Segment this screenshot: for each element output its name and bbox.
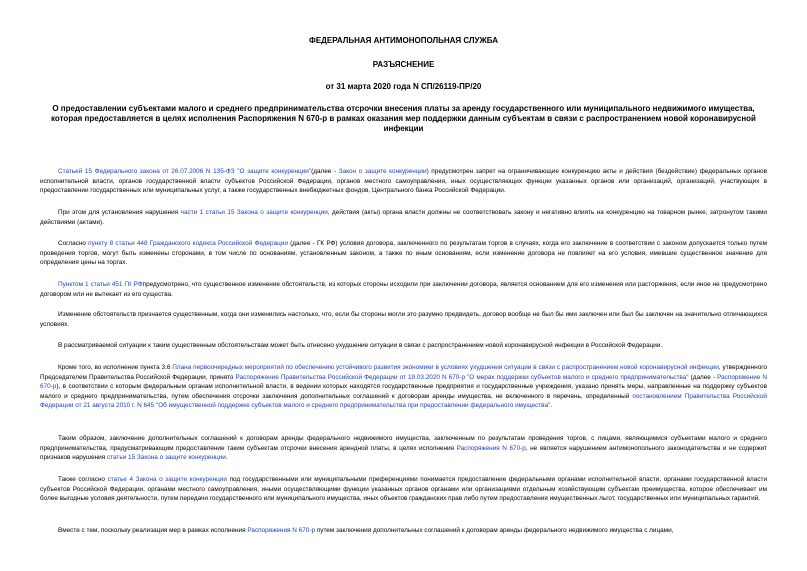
link-order-670-p8[interactable]: Распоряжения N 670-р — [456, 444, 526, 452]
paragraph-5: Изменение обстоятельств признается существенным, когда они изменились настолько, что, если бы стороны могли это разумно предвидеть, договор вообще не был бы ими заключен или был бы заключен на значительно отличающихся условиях. — [40, 311, 767, 328]
paragraph-8: Таким образом, заключение дополнительных соглашений к договорам аренды федерального недвижимого имущества, заключенным по результатам проведения торгов, с лицами, являющимися субъектами малого и среднего предпринимательства, предусматривающим предоставление таким субъектам отсрочки внесения арендной платы, в целях исполнения Распоряжения N 670-р, не является нарушением антимонопольного законодательства и не содержит признаков нарушения статьи 15 Закона о защите конкуренции. — [40, 435, 767, 461]
link-part-1-article-15[interactable]: части 1 статьи 15 Закона о защите конкуренции — [180, 209, 328, 216]
link-order-670-p10[interactable]: Распоряжения N 670-р — [247, 527, 316, 534]
document-type: РАЗЪЯСНЕНИЕ — [372, 60, 435, 69]
document-date: от 31 марта 2020 года N СП/26119-ПР/20 — [325, 82, 482, 91]
paragraph-2: При этом для установления нарушения части 1 статьи 15 Закона о защите конкуренции, действия (акты) органа власти должны не соответствовать закону и негативно влиять на конкуренцию на товарном рынке, затронутом такими действиями (актами). — [40, 209, 767, 226]
link-civil-code-451[interactable]: Пунктом 1 статьи 451 ГК РФ — [58, 281, 143, 288]
paragraph-7: Кроме того, во исполнение пункта 3.6 Плана первоочередных мероприятий по обеспечению устойчивого развития экономики в условиях ухудшения ситуации в связи с распространением новой коронавирусной инфекции, утвержденного Председателем Правительства Российской Федерации, принято Распоряжение Правительства Российской Федерации от 19.03.2020 N 670-р "О мерах поддержки субъектов малого и среднего предпринимательства" (далее - Распоряжение N 670-р), в соответствии с которым федеральным органам исполнительной власти, в ведении которых находятся государственные предприятия и государственные учреждения, указано принять меры, направленные на поддержку субъектов малого и среднего предпринимательства, путем обеспечения отсрочки заключения дополнительных соглашений к договорам аренды имущества, не включенного в перечень, определенный постановлением Правительства Российской Федерации от 21 августа 2010 г. N 645 "Об имущественной поддержке субъектов малого и среднего предпринимательства при предоставлении федерального имущества". — [40, 364, 767, 409]
link-order-670[interactable]: Распоряжение N 670-р — [40, 373, 767, 390]
link-civil-code-448[interactable]: пункту 8 статьи 448 Гражданского кодекса Российской Федерации — [88, 240, 288, 247]
paragraph-10: Вместе с тем, поскольку реализация мер в рамках исполнения Распоряжения N 670-р путем заключения дополнительных соглашений к договорам аренды федерального недвижимого имущества с лицами, — [58, 527, 674, 534]
agency-title: ФЕДЕРАЛЬНАЯ АНТИМОНОПОЛЬНАЯ СЛУЖБА — [309, 36, 498, 45]
paragraph-1: Статьей 15 Федерального закона от 26.07.2006 N 135-ФЗ "О защите конкуренции"(далее - Закон о защите конкуренции) предусмотрен запрет на ограничивающие конкуренцию акты и действия (бездействие) федеральных органов исполнительной власти, органов государственной власти субъектов Российской Федерации, органов местного самоуправления, иных осуществляющих функции указанных органов или организаций, организаций, участвующих в предоставлении государственных или муниципальных услуг, а также государственных внебюджетных фондов, Центрального банка Российской Федерации. — [40, 168, 767, 194]
link-article-4[interactable]: статье 4 Закона о защите конкуренции — [107, 476, 227, 483]
document-subject: О предоставлении субъектами малого и среднего предпринимательства отсрочки внесения платы за аренду государственного или муниципального недвижимого имущества, которая предоставляется в целях исполнения Распоряжения N 670-р в рамках оказания мер поддержки данным субъектам в связи с распространением новой коронавирусной инфекции — [51, 104, 756, 133]
link-article-15-p8[interactable]: статьи 15 Закона о защите конкуренции — [106, 454, 226, 461]
link-action-plan[interactable]: Плана первоочередных мероприятий по обеспечению устойчивого развития экономики в условиях ухудшения ситуации в связи с распространением новой коронавирусной инфекции — [172, 364, 719, 371]
link-article-15[interactable]: Статьей 15 Федерального закона от 26.07.2006 N 135-ФЗ "О защите конкуренции" — [58, 168, 312, 175]
paragraph-6: В рассматриваемой ситуации к таким существенным обстоятельствам может быть отнесено ухудшение ситуации в связи с распространением новой коронавирусной инфекции в Российской Федерации. — [58, 342, 663, 349]
link-order-670-full[interactable]: Распоряжение Правительства Российской Федерации от 19.03.2020 N 670-р "О мерах поддержки субъектов малого и среднего предпринимательства" — [235, 373, 689, 381]
paragraph-4: Пунктом 1 статьи 451 ГК РФпредусмотрено, что существенное изменение обстоятельств, из которых стороны исходили при заключении договора, является основанием для его изменения или расторжения, если иное не предусмотрено договором или не вытекает из его существа. — [40, 281, 767, 298]
paragraph-9: Также согласно статье 4 Закона о защите конкуренции под государственными или муниципальными преференциями понимается предоставление федеральными органами исполнительной власти, органами государственной власти субъектов Российской Федерации, органами местного самоуправления, иными осуществляющими функции указанных органов органами или организациями отдельным хозяйствующим субъектам преимущества, которое обеспечивает им более выгодные условия деятельности, путем передачи государственного или муниципального имущества, иных объектов гражданских прав либо путем предоставления имущественных льгот, государственных или муниципальных гарантий. — [40, 476, 768, 502]
paragraph-3: Согласно пункту 8 статьи 448 Гражданского кодекса Российской Федерации (далее - ГК РФ) условия договора, заключенного по результатам торгов в случаях, когда его заключение в соответствии с законом допускается только путем проведения торгов, могут быть изменены сторонами, в том числе по основаниям, установленным законом, а также по иным основаниям, если изменение договора не повлияет на его условия, имевшие существенное значение для определения цены на торгах. — [40, 240, 767, 266]
link-resolution-645[interactable]: постановлением Правительства Российской Федерации от 21 августа 2010 г. N 645 "Об имущественной поддержке субъектов малого и среднего предпринимательства при предоставлении федерального имущества" — [40, 392, 767, 409]
link-competition-law[interactable]: Закон о защите конкуренции — [338, 168, 427, 175]
